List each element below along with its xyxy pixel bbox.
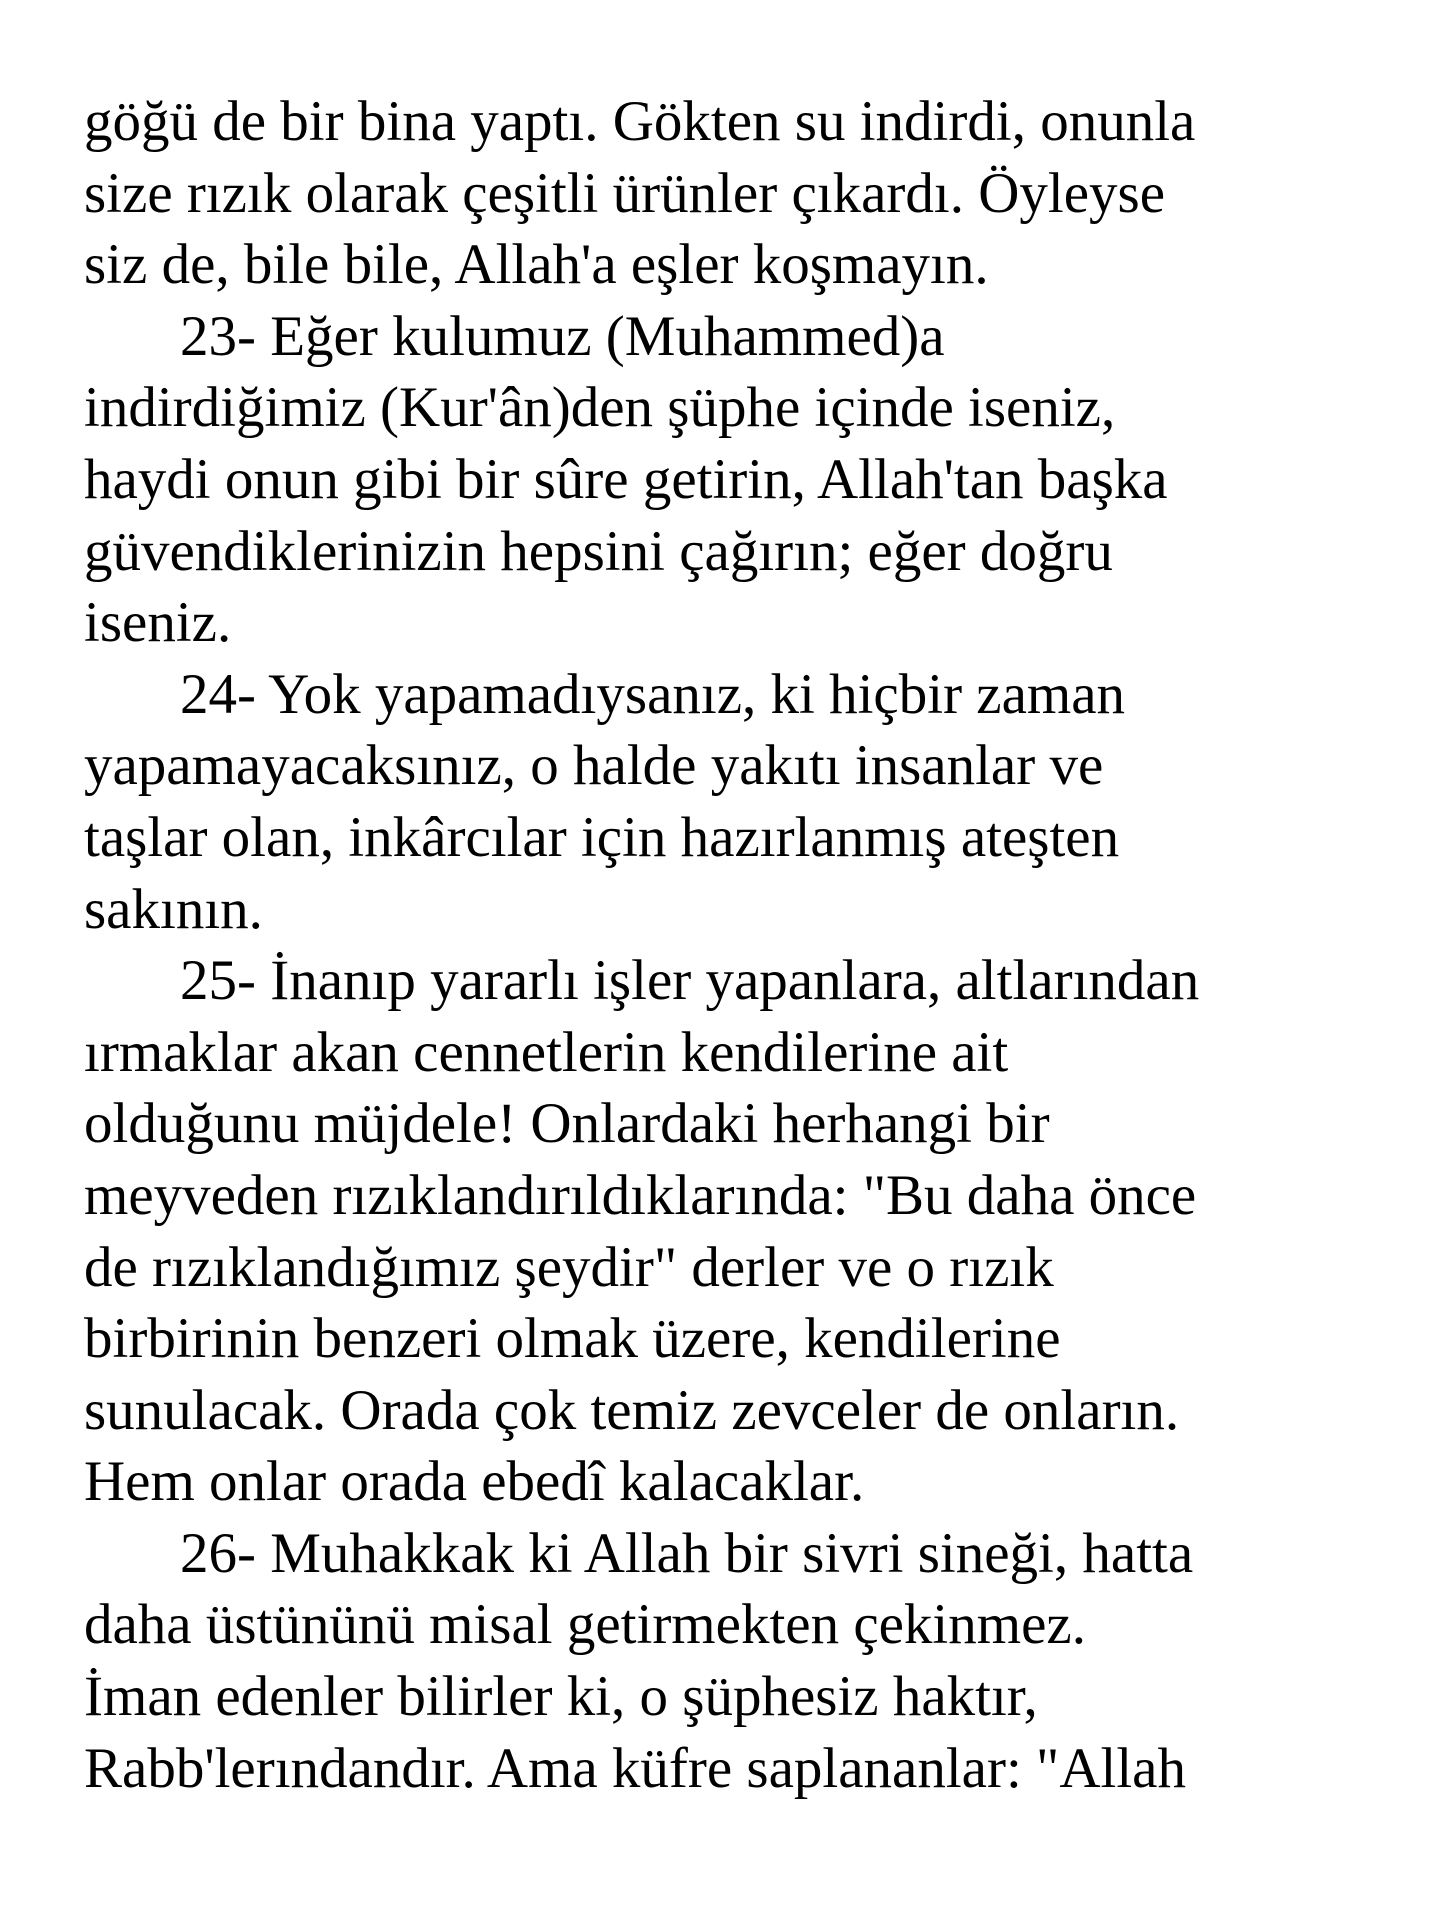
text-line: meyveden rızıklandırıldıklarında: "Bu daha önce xyxy=(84,1163,1197,1227)
text-line: yapamayacaksınız, o halde yakıtı insanlar ve xyxy=(84,734,1104,798)
text-line: indirdiğimiz (Kur'ân)den şüphe içinde iseniz, xyxy=(84,376,1116,440)
verse-26-start: 26- Muhakkak ki Allah bir sivri sineği, hatta xyxy=(180,1521,1194,1585)
text-line: sakının. xyxy=(84,877,263,941)
text-line: olduğunu müjdele! Onlardaki herhangi bir xyxy=(84,1092,1050,1156)
text-line: taşlar olan, inkârcılar için hazırlanmış ateşten xyxy=(84,805,1120,869)
text-line: size rızık olarak çeşitli ürünler çıkardı. Öyleyse xyxy=(84,161,1165,225)
text-line: daha üstününü misal getirmekten çekinmez. xyxy=(84,1593,1086,1657)
body-text xyxy=(84,86,1404,1804)
text-line: iseniz. xyxy=(84,591,232,655)
text-line: haydi onun gibi bir sûre getirin, Allah'tan başka xyxy=(84,447,1168,511)
text-line: de rızıklandığımız şeydir" derler ve o rızık xyxy=(84,1235,1054,1299)
text-line: güvendiklerinizin hepsini çağırın; eğer doğru xyxy=(84,519,1113,583)
text-line: İman edenler bilirler ki, o şüphesiz haktır, xyxy=(84,1665,1038,1729)
text-line: ırmaklar akan cennetlerin kendilerine ait xyxy=(84,1020,1009,1084)
verse-24-start: 24- Yok yapamadıysanız, ki hiçbir zaman xyxy=(180,662,1126,726)
text-line: Rabb'lerındandır. Ama küfre saplananlar: "Allah xyxy=(84,1736,1186,1800)
text-line: sunulacak. Orada çok temiz zevceler de onların. xyxy=(84,1378,1180,1442)
text-line: siz de, bile bile, Allah'a eşler koşmayın. xyxy=(84,233,989,297)
text-line: göğü de bir bina yaptı. Gökten su indirdi, onunla xyxy=(84,90,1196,153)
text-line: Hem onlar orada ebedî kalacaklar. xyxy=(84,1450,865,1514)
verse-25-start: 25- İnanıp yararlı işler yapanlara, altlarından xyxy=(180,949,1200,1013)
verse-23-start: 23- Eğer kulumuz (Muhammed)a xyxy=(180,304,945,368)
text-line: birbirinin benzeri olmak üzere, kendilerine xyxy=(84,1307,1061,1371)
